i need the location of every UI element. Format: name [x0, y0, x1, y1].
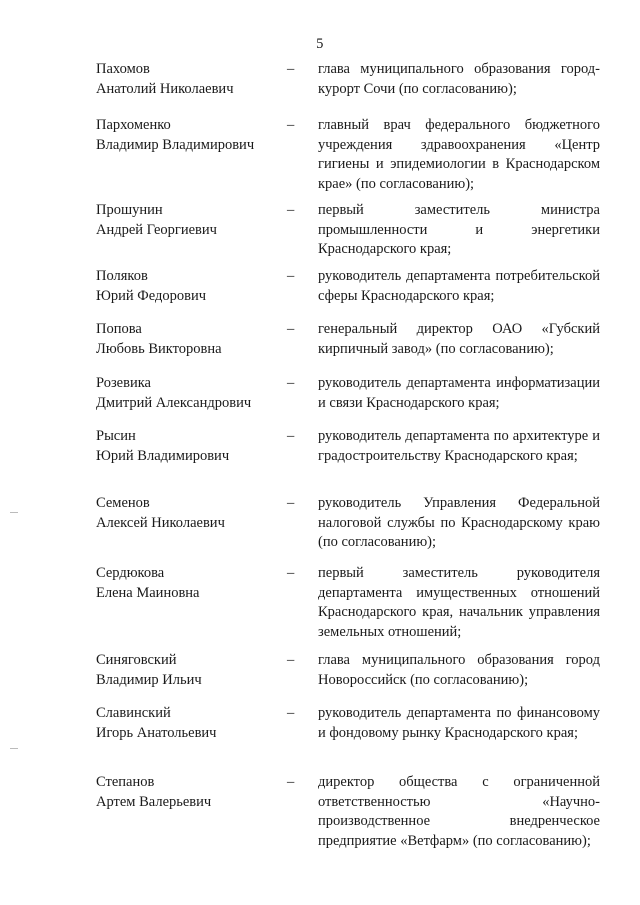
- member-given-name: Алексей Николаевич: [96, 514, 225, 531]
- member-given-name: Юрий Федорович: [96, 287, 207, 304]
- member-given-name: Владимир Ильич: [96, 671, 202, 688]
- member-role: руководитель департамента по финансовому и фондовому рынку Краснодарского края;: [318, 705, 600, 741]
- member-name: [96, 267, 276, 306]
- member-role: первый заместитель министра промышленности и энергетики Краснодарского края;: [318, 202, 600, 257]
- member-role: генеральный директор ОАО «Губский кирпичный завод» (по согласованию);: [318, 321, 600, 357]
- member-name: [96, 201, 276, 240]
- member-given-name: Любовь Викторовна: [96, 340, 222, 357]
- member-given-name: Юрий Владимирович: [96, 447, 230, 464]
- member-surname: Сердюкова: [96, 565, 165, 581]
- member-name: [96, 494, 276, 533]
- member-surname: Рысин: [96, 428, 136, 444]
- member-given-name: Анатолий Николаевич: [96, 80, 234, 97]
- member-given-name: Артем Валерьевич: [96, 793, 212, 810]
- member-surname: Синяговский: [96, 652, 177, 668]
- separator-dash: –: [287, 705, 295, 721]
- member-role: глава муниципального образования город Новороссийск (по согласованию);: [318, 652, 600, 688]
- member-name: [96, 564, 276, 603]
- separator-dash: –: [287, 565, 295, 581]
- member-given-name: Игорь Анатольевич: [96, 724, 217, 741]
- member-surname: Поляков: [96, 268, 148, 284]
- member-given-name: Андрей Георгиевич: [96, 221, 217, 238]
- page-number: 5: [316, 36, 324, 52]
- member-surname: Степанов: [96, 774, 155, 790]
- separator-dash: –: [287, 117, 295, 133]
- member-role: первый заместитель руководителя департамента имущественных отношений Краснодарского края, начальник управления земельных отношений;: [318, 565, 600, 640]
- member-name: [96, 651, 276, 690]
- member-name: [96, 60, 276, 99]
- member-surname: Семенов: [96, 495, 150, 511]
- member-surname: Попова: [96, 321, 142, 337]
- separator-dash: –: [287, 321, 295, 337]
- member-role: директор общества с ограниченной ответственностью «Научно-производственное внедренческое предприятие «Ветфарм» (по согласованию);: [318, 774, 600, 849]
- scan-margin-mark: [10, 748, 18, 749]
- member-role: руководитель департамента потребительской сферы Краснодарского края;: [318, 268, 600, 304]
- separator-dash: –: [287, 375, 295, 391]
- member-name: [96, 773, 276, 812]
- separator-dash: –: [287, 652, 295, 668]
- member-surname: Розевика: [96, 375, 151, 391]
- member-given-name: Дмитрий Александрович: [96, 394, 252, 411]
- member-role: руководитель Управления Федеральной налоговой службы по Краснодарскому краю (по согласованию);: [318, 495, 600, 550]
- member-role: руководитель департамента по архитектуре и градостроительству Краснодарского края;: [318, 428, 600, 464]
- member-role: глава муниципального образования город-курорт Сочи (по согласованию);: [318, 61, 600, 97]
- member-name: [96, 374, 276, 413]
- separator-dash: –: [287, 202, 295, 218]
- member-name: [96, 427, 276, 466]
- member-role: руководитель департамента информатизации и связи Краснодарского края;: [318, 375, 600, 411]
- separator-dash: –: [287, 428, 295, 444]
- scan-margin-mark: [10, 512, 18, 513]
- member-name: [96, 704, 276, 743]
- member-given-name: Елена Маиновна: [96, 584, 200, 601]
- separator-dash: –: [287, 61, 295, 77]
- member-name: [96, 116, 276, 155]
- separator-dash: –: [287, 774, 295, 790]
- member-surname: Славинский: [96, 705, 171, 721]
- member-surname: Пархоменко: [96, 117, 171, 133]
- member-role: главный врач федерального бюджетного учреждения здравоохранения «Центр гигиены и эпидемиологии в Краснодарском крае» (по согласованию);: [318, 117, 600, 192]
- member-name: [96, 320, 276, 359]
- separator-dash: –: [287, 268, 295, 284]
- member-given-name: Владимир Владимирович: [96, 136, 255, 153]
- separator-dash: –: [287, 495, 295, 511]
- member-surname: Пахомов: [96, 61, 150, 77]
- member-surname: Прошунин: [96, 202, 163, 218]
